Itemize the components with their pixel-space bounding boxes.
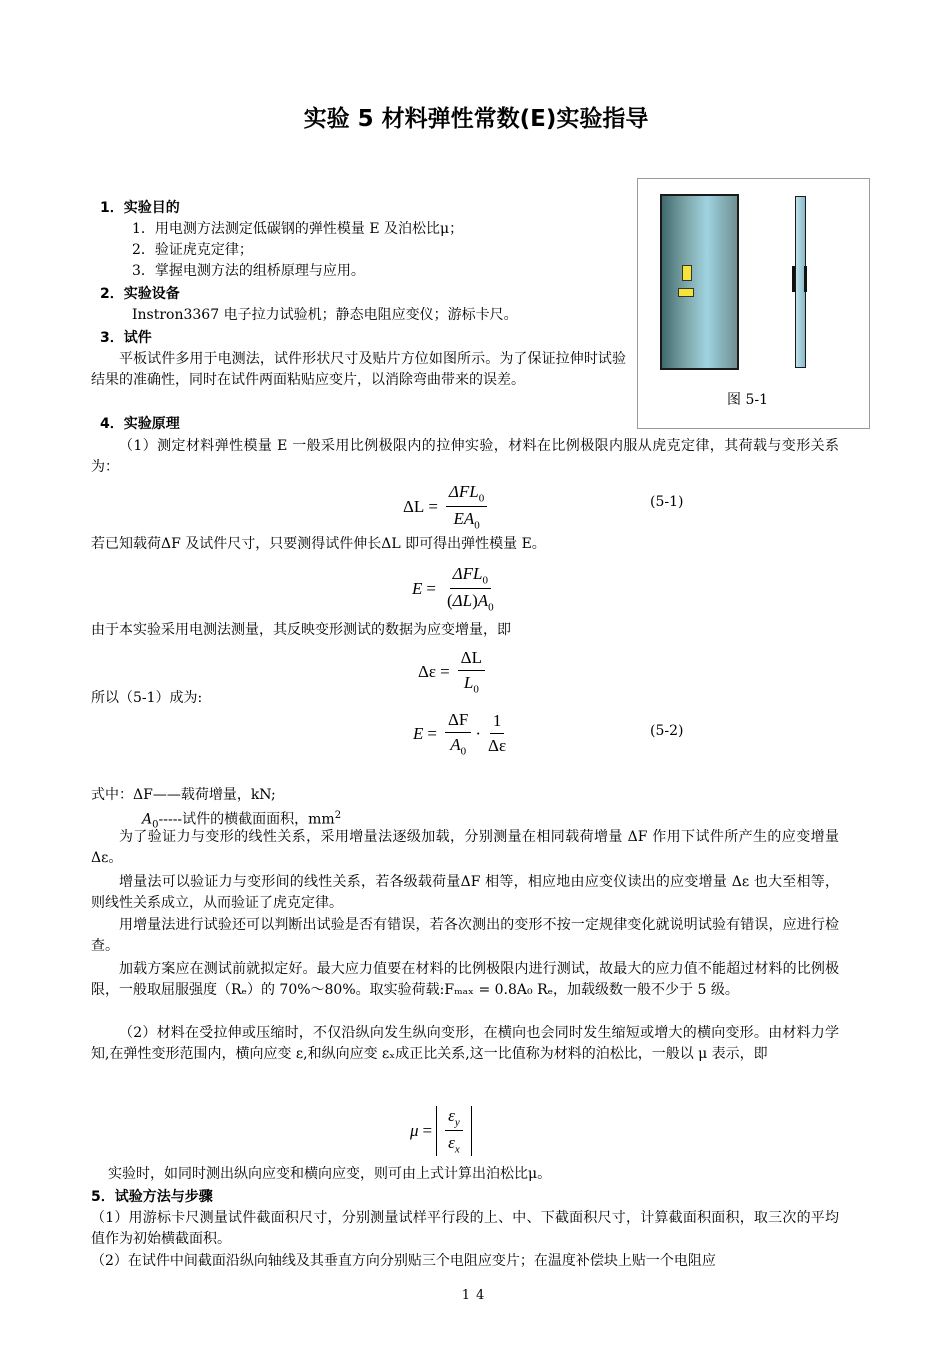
- eq-A: A: [477, 591, 489, 611]
- strain-gauge-longitudinal: [682, 265, 692, 281]
- eq-one: 1: [492, 711, 502, 731]
- equipment-text: Instron3367 电子拉力试验机；静态电阻应变仪；游标卡尺。: [132, 307, 518, 323]
- eq-equals: =: [440, 661, 450, 681]
- eq-sub0: 0: [473, 683, 479, 696]
- eq-dF: ΔF: [448, 482, 470, 501]
- equation-5-2: [413, 710, 513, 757]
- objective-item-3: 3．掌握电测方法的组桥原理与应用。: [132, 263, 365, 279]
- equation-strain: [418, 648, 489, 695]
- where-desc: -----试件的横截面面积，mm: [158, 811, 335, 828]
- strain-gauge-side-left: [792, 266, 795, 292]
- page-title: 实验 5 材料弹性常数(E)实验指导: [303, 106, 649, 132]
- equation-5-1: [403, 482, 491, 532]
- eq-equals: =: [428, 496, 438, 516]
- eq-equals: =: [426, 578, 436, 598]
- eq-deps: Δε: [418, 661, 437, 681]
- eq-equals: =: [427, 723, 437, 743]
- eq-A: A: [450, 735, 461, 754]
- eq-L: L: [463, 673, 474, 692]
- section-2-heading: 2．实验设备: [100, 286, 180, 302]
- eq-sub0: 0: [460, 745, 467, 758]
- where-sub: 0: [152, 819, 159, 831]
- eq-sub0: 0: [474, 519, 480, 532]
- eq-E: E: [412, 578, 423, 598]
- equation-modulus: [412, 564, 501, 614]
- eq-E: E: [453, 509, 464, 529]
- eq-dL: ΔL: [452, 591, 473, 611]
- equation-poisson: [410, 1106, 472, 1156]
- equation-number-5-2: (5-2): [650, 723, 684, 739]
- where-desc: ——载荷增量，kN;: [152, 787, 276, 803]
- paragraph-poisson: （2）材料在受拉伸或压缩时，不仅沿纵向发生纵向变形，在横向也会同时发生缩短或增大的横向变形。由材料力学知,在弹性变形范围内，横向应变 ε,和纵向应变 εₓ成正比关系,这一比值称为材料的泊松比，一般以 μ 表示，即: [91, 1025, 839, 1062]
- eq-fraction: [485, 711, 509, 756]
- eq-rparen: ): [472, 591, 478, 611]
- eq-dL: ΔL: [403, 496, 425, 516]
- where-line-1: [91, 785, 276, 805]
- paragraph-experiment: 实验时，如同时测出纵向应变和横向应变，则可由上式计算出泊松比μ。: [108, 1166, 552, 1182]
- section-4-heading: 4．实验原理: [100, 416, 180, 432]
- principle-para-1: （1）测定材料弹性模量 E 一般采用比例极限内的拉伸实验，材料在比例极限内服从虎克定律，其荷载与变形关系为：: [91, 438, 839, 475]
- eq-L: L: [473, 564, 483, 583]
- objective-item-2: 2．验证虎克定律；: [132, 242, 253, 258]
- section-1-heading: 1．实验目的: [100, 200, 180, 216]
- paragraph-check: 用增量法进行试验还可以判断出试验是否有错误，若各次测出的变形不按一定规律变化就说明试验有错误，应进行检查。: [91, 917, 839, 954]
- eq-sub0: 0: [488, 601, 494, 614]
- step-1: （1）用游标卡尺测量试件截面积尺寸，分别测量试样平行段的上、中、下截面积尺寸，计算截面积面积，取三次的平均值作为初始横截面积。: [91, 1210, 839, 1247]
- principle-para-2: 若已知载荷ΔF 及试件尺寸，只要测得试件伸长ΔL 即可得出弹性模量 E。: [91, 536, 546, 552]
- figure-caption: 图 5-1: [727, 392, 768, 408]
- paragraph-incremental: 增量法可以验证力与变形间的线性关系，若各级载荷量ΔF 相等，相应地由应变仪读出的应变增量 Δε 也大至相等，则线性关系成立，从而验证了虎克定律。: [91, 874, 839, 911]
- eq-equals: =: [422, 1120, 433, 1140]
- eq-abs: [436, 1106, 472, 1156]
- eq-sub0: 0: [478, 492, 485, 505]
- eq-fraction: [458, 648, 485, 695]
- strain-gauge-transverse: [678, 288, 694, 297]
- equation-number-5-1: (5-1): [650, 494, 684, 510]
- strain-gauge-side-right: [804, 266, 807, 292]
- eq-dot: ·: [475, 723, 482, 743]
- paragraph-linear: 为了验证力与变形的线性关系，采用增量法逐级加载，分别测量在相同载荷增量 ΔF 作用下试件所产生的应变增量 Δε。: [91, 829, 839, 866]
- eq-fraction: [446, 482, 487, 532]
- eq-lparen: (: [446, 591, 453, 611]
- specimen-text: 平板试件多用于电测法，试件形状尺寸及贴片方位如图所示。为了保证拉伸时试验结果的准确性，同时在试件两面粘贴应变片，以消除弯曲带来的误差。: [91, 351, 626, 388]
- where-sup: 2: [334, 810, 342, 821]
- principle-para-4: 所以（5-1）成为:: [91, 690, 203, 706]
- eq-E: E: [413, 723, 424, 743]
- eq-fraction: [445, 1106, 463, 1156]
- section-3-heading: 3．试件: [100, 330, 152, 346]
- eq-fraction: [444, 564, 497, 614]
- page-number: 14: [461, 1288, 491, 1303]
- eq-eps: ε: [448, 1133, 455, 1153]
- eq-sub-y: y: [454, 1116, 460, 1129]
- specimen-front-view: [660, 194, 739, 370]
- eq-sub-x: x: [454, 1143, 460, 1156]
- paragraph-loading: 加载方案应在测试前就拟定好。最大应力值要在材料的比例极限内进行测试，故最大的应力值不能超过材料的比例极限，一般取屈服强度（Rₑ）的 70%～80%。取实验荷载:Fₘₐₓ = 0.8A₀ Rₑ，加载级数一般不少于 5 级。: [91, 961, 839, 998]
- where-symbol: 式中：ΔF: [91, 787, 153, 803]
- step-2: （2）在试件中间截面沿纵向轴线及其垂直方向分别贴三个电阻应变片；在温度补偿块上贴一个电阻应: [91, 1253, 716, 1269]
- eq-dL: ΔL: [460, 648, 482, 667]
- eq-deps: Δε: [488, 736, 507, 756]
- objective-item-1: 1．用电测方法测定低碳钢的弹性模量 E 及泊松比μ；: [132, 221, 464, 237]
- eq-A: A: [463, 509, 475, 529]
- eq-dF: ΔF: [452, 564, 474, 583]
- eq-sub0: 0: [482, 574, 488, 587]
- eq-eps: ε: [448, 1106, 455, 1125]
- eq-mu: μ: [410, 1120, 419, 1140]
- where-symbol: A: [142, 811, 153, 828]
- principle-para-3: 由于本实验采用电测法测量，其反映变形测试的数据为应变增量，即: [91, 622, 511, 638]
- eq-dF: ΔF: [447, 710, 469, 729]
- eq-fraction: [445, 710, 471, 757]
- eq-L: L: [469, 482, 479, 501]
- section-5-heading: 5．试验方法与步骤: [91, 1189, 213, 1205]
